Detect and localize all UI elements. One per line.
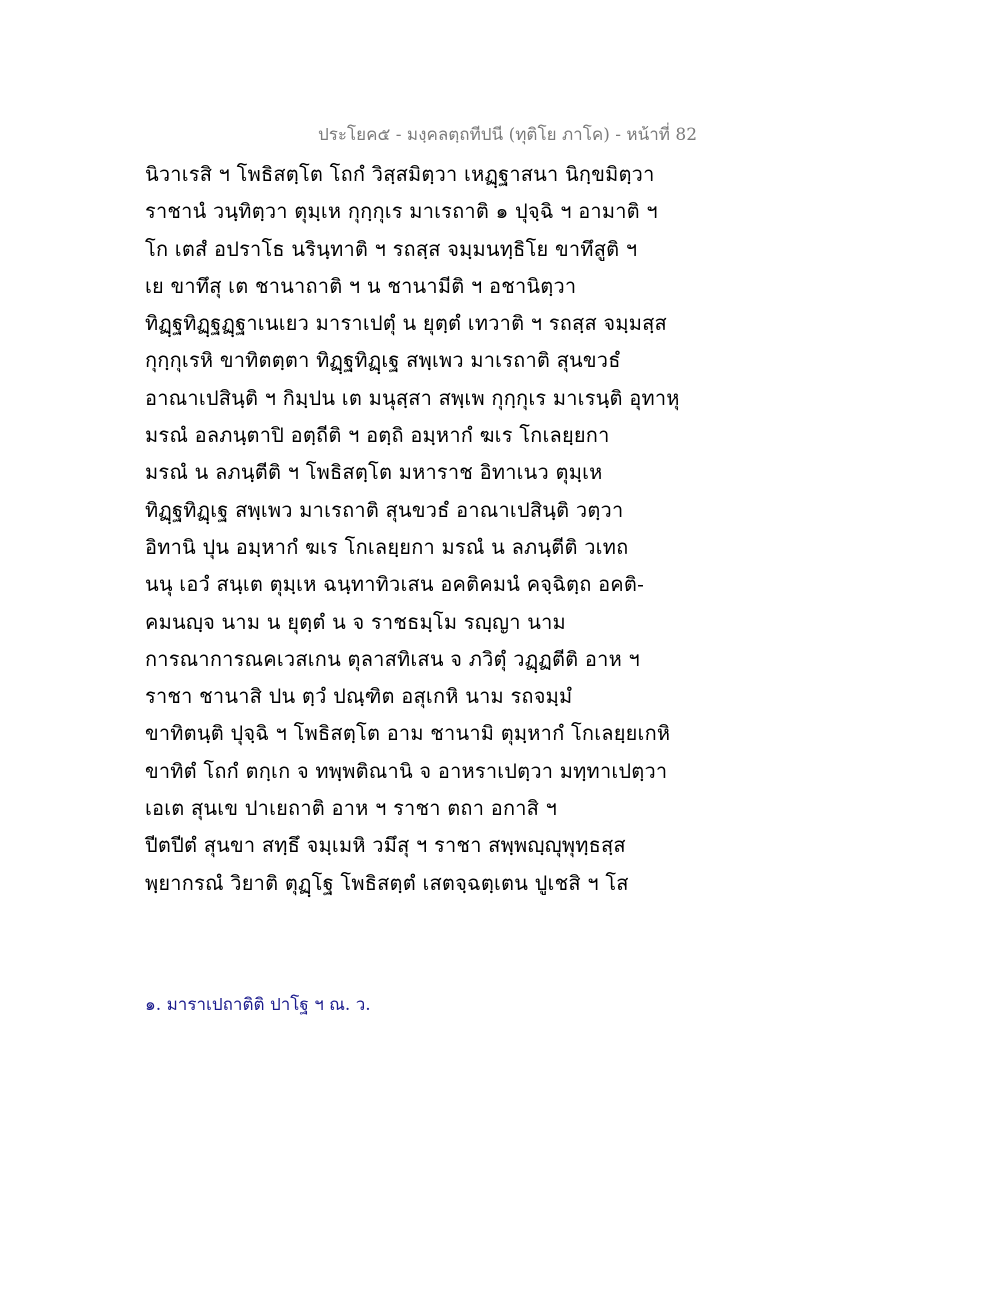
body-line: โก เตสํ อปราโธ นรินฺทาติ ฯ รถสฺส จมฺมนทฺธิโย ขาทึสูติ ฯ bbox=[145, 236, 638, 261]
body-line: เอเต สุนเข ปาเยถาติ อาห ฯ ราชา ตถา อกาสิ ฯ bbox=[145, 796, 558, 821]
body-line: นนุ เอวํ สนฺเต ตุมฺเห ฉนฺทาทิวเสน อคติคมนํ คจฺฉิตฺถ อคติ- bbox=[145, 572, 645, 597]
body-line: ขาทิตนฺติ ปุจฺฉิ ฯ โพธิสตฺโต อาม ชานามิ ตุมฺหากํ โกเลยฺยเกหิ bbox=[145, 721, 671, 746]
body-line: ปีตปีตํ สุนขา สทฺธึ จมฺเมหิ วมึสุ ฯ ราชา สพฺพญฺญุพุทฺธสฺส bbox=[145, 833, 626, 858]
body-line: พฺยากรณํ วิยาติ ตุฏฺโฐ โพธิสตฺตํ เสตจฺฉตฺเตน ปูเชสิ ฯ โส bbox=[145, 870, 629, 895]
body-line: อาณาเปสินฺติ ฯ กิมฺปน เต มนุสฺสา สพฺเพ กุกฺกุเร มาเรนฺติ อุทาหุ bbox=[145, 385, 680, 410]
body-line: อิทานิ ปุน อมฺหากํ ฆเร โกเลยฺยกา มรณํ น ลภนฺตีติ วเทถ bbox=[145, 534, 629, 559]
body-line: มรณํ น ลภนฺตีติ ฯ โพธิสตฺโต มหาราช อิทาเนว ตุมฺเห bbox=[145, 460, 603, 485]
body-line: ทิฏฺฐทิฏฺฐฏฺฐาเนเยว มาราเปตุํ น ยุตฺตํ เทวาติ ฯ รถสฺส จมฺมสฺส bbox=[145, 311, 667, 336]
body-line: ขาทิตํ โถกํ ตกฺเก จ ทพฺพติณานิ จ อาหราเปตฺวา มทฺทาเปตฺวา bbox=[145, 758, 668, 783]
body-line: มรณํ อลภนฺตาปิ อตฺถีติ ฯ อตฺถิ อมฺหากํ ฆเร โกเลยฺยกา bbox=[145, 423, 610, 448]
body-line: กุกฺกุเรหิ ขาทิตตฺตา ทิฏฺฐทิฏฺเฐ สพฺเพว มาเรถาติ สุนขวธํ bbox=[145, 348, 621, 373]
body-line: ราชานํ วนฺทิตฺวา ตุมฺเห กุกฺกุเร มาเรถาติ ๑ ปุจฺฉิ ฯ อามาติ ฯ bbox=[145, 199, 658, 224]
body-line: การณาการณคเวสเกน ตุลาสทิเสน จ ภวิตุํ วฏฺฏตีติ อาห ฯ bbox=[145, 646, 640, 671]
body-line: คมนญฺจ นาม น ยุตฺตํ น จ ราชธมฺโม รญฺญา นาม bbox=[145, 609, 566, 634]
footnote: ๑. มาราเปถาติติ ปาโฐ ฯ ณ. ว. bbox=[145, 995, 371, 1015]
body-line: ทิฏฺฐทิฏฺเฐ สพฺเพว มาเรถาติ สุนขวธํ อาณาเปสินฺติ วตฺวา bbox=[145, 497, 624, 522]
body-line: เย ขาทึสุ เต ชานาถาติ ฯ น ชานามีติ ฯ อชานิตฺวา bbox=[145, 273, 577, 298]
body-line: นิวาเรสิ ฯ โพธิสตฺโต โถกํ วิสฺสมิตฺวา เหฏฺฐาสนา นิกฺขมิตฺวา bbox=[145, 162, 655, 186]
body-line: ราชา ชานาสิ ปน ตฺวํ ปณฺฑิต อสุเกหิ นาม รถจมฺมํ bbox=[145, 684, 573, 709]
body-text bbox=[145, 156, 705, 902]
page-header: ประโยค๕ - มงฺคลตฺถทีปนี (ทุติโย ภาโค) - หน้าที่ 82 bbox=[318, 125, 698, 145]
